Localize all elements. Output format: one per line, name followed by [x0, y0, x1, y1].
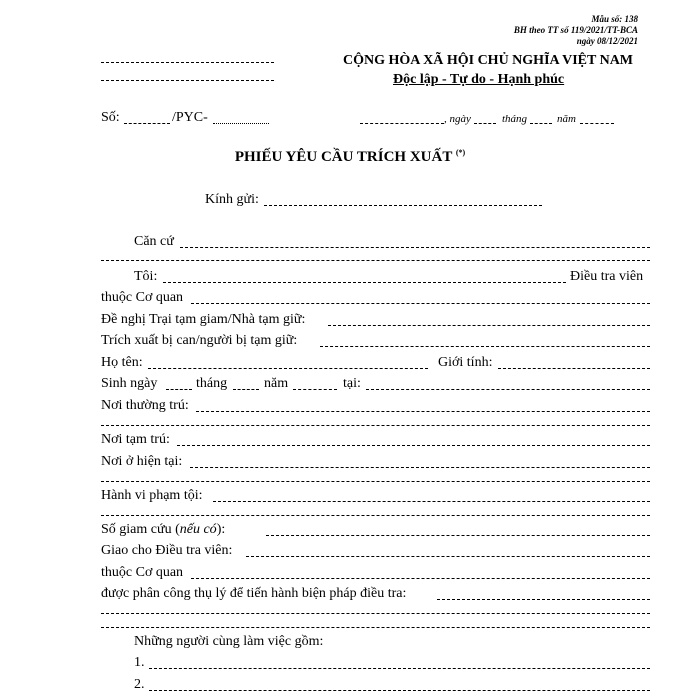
ho-ten-label: Họ tên: — [101, 355, 143, 370]
so-giam-cuu-text-a: Số giam cứu ( — [101, 522, 180, 537]
dieu-tra-vien-label: Điều tra viên — [570, 269, 644, 284]
place-field[interactable] — [360, 123, 444, 124]
noi-tam-tru-field[interactable] — [177, 445, 650, 446]
national-motto: Độc lập - Tự do - Hạnh phúc — [393, 72, 565, 87]
noi-thuong-tru-label: Nơi thường trú: — [101, 398, 189, 413]
gioi-tinh-label: Giới tính: — [438, 355, 493, 370]
item-1-label: 1. — [134, 655, 145, 670]
sinh-nam-field[interactable] — [293, 389, 337, 390]
toi-label: Tôi: — [134, 269, 158, 284]
phan-cong-field-3[interactable] — [101, 627, 650, 628]
de-nghi-field[interactable] — [328, 325, 650, 326]
item-2-label: 2. — [134, 677, 145, 692]
ho-ten-field[interactable] — [148, 368, 428, 369]
noi-o-hien-tai-label: Nơi ở hiện tại: — [101, 454, 183, 469]
phan-cong-field-1[interactable] — [437, 599, 650, 600]
item-2-field[interactable] — [149, 690, 650, 691]
giao-cho-field[interactable] — [246, 556, 650, 557]
phan-cong-field-2[interactable] — [101, 613, 650, 614]
noi-o-hien-tai-field-1[interactable] — [190, 467, 650, 468]
can-cu-field-1[interactable] — [180, 247, 650, 248]
item-1-field[interactable] — [149, 668, 650, 669]
can-cu-field-2[interactable] — [101, 260, 650, 261]
thuoc-co-quan-label: thuộc Cơ quan — [101, 290, 184, 305]
phan-cong-label: được phân công thụ lý để tiến hành biện pháp điều tra: — [101, 586, 407, 601]
nhung-nguoi-label: Những người cùng làm việc gồm: — [134, 634, 324, 649]
so-giam-cuu-text-b: nếu có — [179, 522, 217, 537]
so-giam-cuu-label — [101, 522, 225, 538]
tai-label: tại: — [343, 376, 361, 391]
ngay-field[interactable] — [474, 123, 496, 124]
so-giam-cuu-field[interactable] — [266, 535, 650, 536]
form-number-line3: ngày 08/12/2021 — [576, 36, 638, 46]
trich-xuat-label: Trích xuất bị can/người bị tạm giữ: — [101, 333, 298, 348]
form-number — [514, 14, 638, 47]
gioi-tinh-field[interactable] — [498, 368, 650, 369]
form-title-text: PHIẾU YÊU CẦU TRÍCH XUẤT — [234, 149, 453, 165]
can-cu-label: Căn cứ — [134, 234, 174, 249]
thuoc-co-quan-field[interactable] — [191, 303, 650, 304]
agency-line-2[interactable] — [101, 80, 274, 81]
kinh-gui-field[interactable] — [264, 205, 542, 206]
country-name: CỘNG HÒA XÃ HỘI CHỦ NGHĨA VIỆT NAM — [343, 53, 634, 68]
hanh-vi-field-2[interactable] — [101, 515, 650, 516]
giao-cho-label: Giao cho Điều tra viên: — [101, 543, 233, 558]
so-label: Số: — [101, 110, 120, 125]
trich-xuat-field[interactable] — [320, 346, 650, 347]
pyc-label: /PYC- — [172, 110, 208, 125]
thang-field[interactable] — [530, 123, 552, 124]
sinh-thang-label: tháng — [196, 376, 228, 391]
toi-field[interactable] — [163, 282, 566, 283]
thuoc-co-quan-2-field[interactable] — [191, 578, 650, 579]
so-field[interactable] — [124, 123, 170, 124]
noi-o-hien-tai-field-2[interactable] — [101, 481, 650, 482]
form-number-line2: BH theo TT số 119/2021/TT-BCA — [513, 25, 638, 35]
nam-field[interactable] — [580, 123, 614, 124]
noi-thuong-tru-field-1[interactable] — [196, 411, 650, 412]
noi-tam-tru-label: Nơi tạm trú: — [101, 432, 170, 447]
kinh-gui-label: Kính gửi: — [205, 192, 259, 207]
form-title-note: (*) — [455, 148, 466, 157]
thuoc-co-quan-2-label: thuộc Cơ quan — [101, 565, 184, 580]
sinh-nam-label: năm — [264, 376, 289, 391]
so-giam-cuu-text-c: ): — [216, 522, 226, 537]
thang-label: tháng — [502, 113, 528, 125]
de-nghi-label: Đề nghị Trại tạm giam/Nhà tạm giữ: — [101, 312, 306, 327]
agency-line-1[interactable] — [101, 62, 274, 63]
sinh-ngay-field[interactable] — [166, 389, 192, 390]
hanh-vi-label: Hành vi phạm tội: — [101, 488, 203, 503]
form-title — [0, 148, 700, 166]
nam-label: năm — [557, 113, 576, 125]
form-number-line1: Mẫu số: 138 — [591, 14, 638, 24]
sinh-ngay-label: Sinh ngày — [101, 376, 158, 391]
sinh-thang-field[interactable] — [233, 389, 259, 390]
hanh-vi-field-1[interactable] — [213, 501, 650, 502]
noi-thuong-tru-field-2[interactable] — [101, 425, 650, 426]
tai-field[interactable] — [366, 389, 650, 390]
pyc-field[interactable] — [213, 123, 269, 124]
ngay-label: , ngày — [444, 113, 471, 125]
